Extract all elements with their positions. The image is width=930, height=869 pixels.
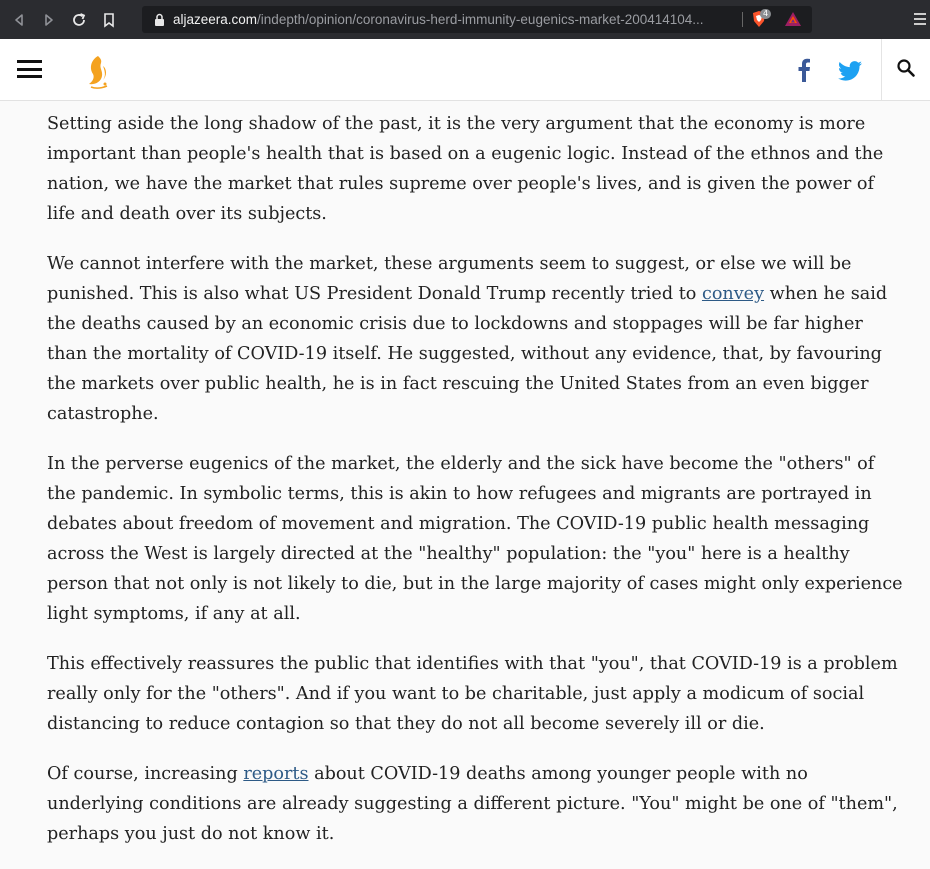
lock-icon — [154, 13, 165, 26]
facebook-icon[interactable] — [797, 58, 811, 86]
article-paragraph — [47, 759, 907, 849]
back-icon[interactable] — [8, 9, 30, 31]
reports-link[interactable]: reports — [243, 764, 309, 784]
article-paragraph — [47, 249, 907, 429]
aljazeera-logo[interactable] — [83, 54, 113, 94]
twitter-icon[interactable] — [838, 61, 862, 85]
paragraph-text: We cannot interfere with the market, these arguments seem to suggest, or else we will be punished. This is also what US President Donald Trump recently tried to — [47, 254, 852, 304]
shield-count-badge: 4 — [760, 9, 771, 19]
address-bar[interactable] — [142, 6, 812, 33]
bat-rewards-icon[interactable] — [784, 11, 802, 30]
paragraph-text: Of course, increasing — [47, 764, 244, 784]
site-header — [0, 39, 930, 101]
forward-icon[interactable] — [38, 9, 60, 31]
bookmark-icon[interactable] — [98, 9, 120, 31]
search-button[interactable] — [881, 39, 930, 100]
hamburger-menu-icon[interactable] — [17, 60, 42, 78]
article-paragraph: In the perverse eugenics of the market, the elderly and the sick have become the "others" of the pandemic. In symbolic terms, this is akin to how refugees and migrants are portrayed in debates about freedom of movement and migration. The COVID-19 public health messaging across the West is largely directed at the "healthy" population: the "you" here is a healthy person that not only is not likely to die, but in the large majority of cases might only experience light symptoms, if any at all. — [47, 454, 903, 624]
browser-toolbar — [0, 0, 930, 39]
menu-icon[interactable] — [914, 11, 926, 31]
paragraph-text: when he said the deaths caused by an economic crisis due to lockdowns and stoppages will be far higher than the mortality of COVID-19 itself. He suggested, without any evidence, that, by favouring the markets over public health, he is in fact rescuing the United States from an even bigger catastrophe. — [47, 284, 888, 424]
paragraph-text: about COVID-19 deaths among younger people with no underlying conditions are already suggesting a different picture. "You" might be one of "them", perhaps you just do not know it. — [47, 764, 898, 844]
article-paragraph: Setting aside the long shadow of the past, it is the very argument that the economy is more important than people's health that is based on a eugenic logic. Instead of the ethnos and the nation, we have the market that rules supreme over people's lives, and is given the power of life and death over its subjects. — [47, 114, 884, 224]
url-separator — [742, 12, 743, 27]
convey-link[interactable]: convey — [701, 284, 765, 304]
reload-icon[interactable] — [68, 9, 90, 31]
url-path: /indepth/opinion/coronavirus-herd-immunity-eugenics-market-200414104... — [257, 12, 704, 27]
search-icon — [897, 59, 915, 81]
url-domain: aljazeera.com — [173, 12, 258, 27]
article-body — [47, 109, 907, 869]
article-paragraph: This effectively reassures the public that identifies with that "you", that COVID-19 is a problem really only for the "others". And if you want to be charitable, just apply a modicum of social distancing to reduce contagion so that they do not all become severely ill or die. — [47, 654, 898, 734]
